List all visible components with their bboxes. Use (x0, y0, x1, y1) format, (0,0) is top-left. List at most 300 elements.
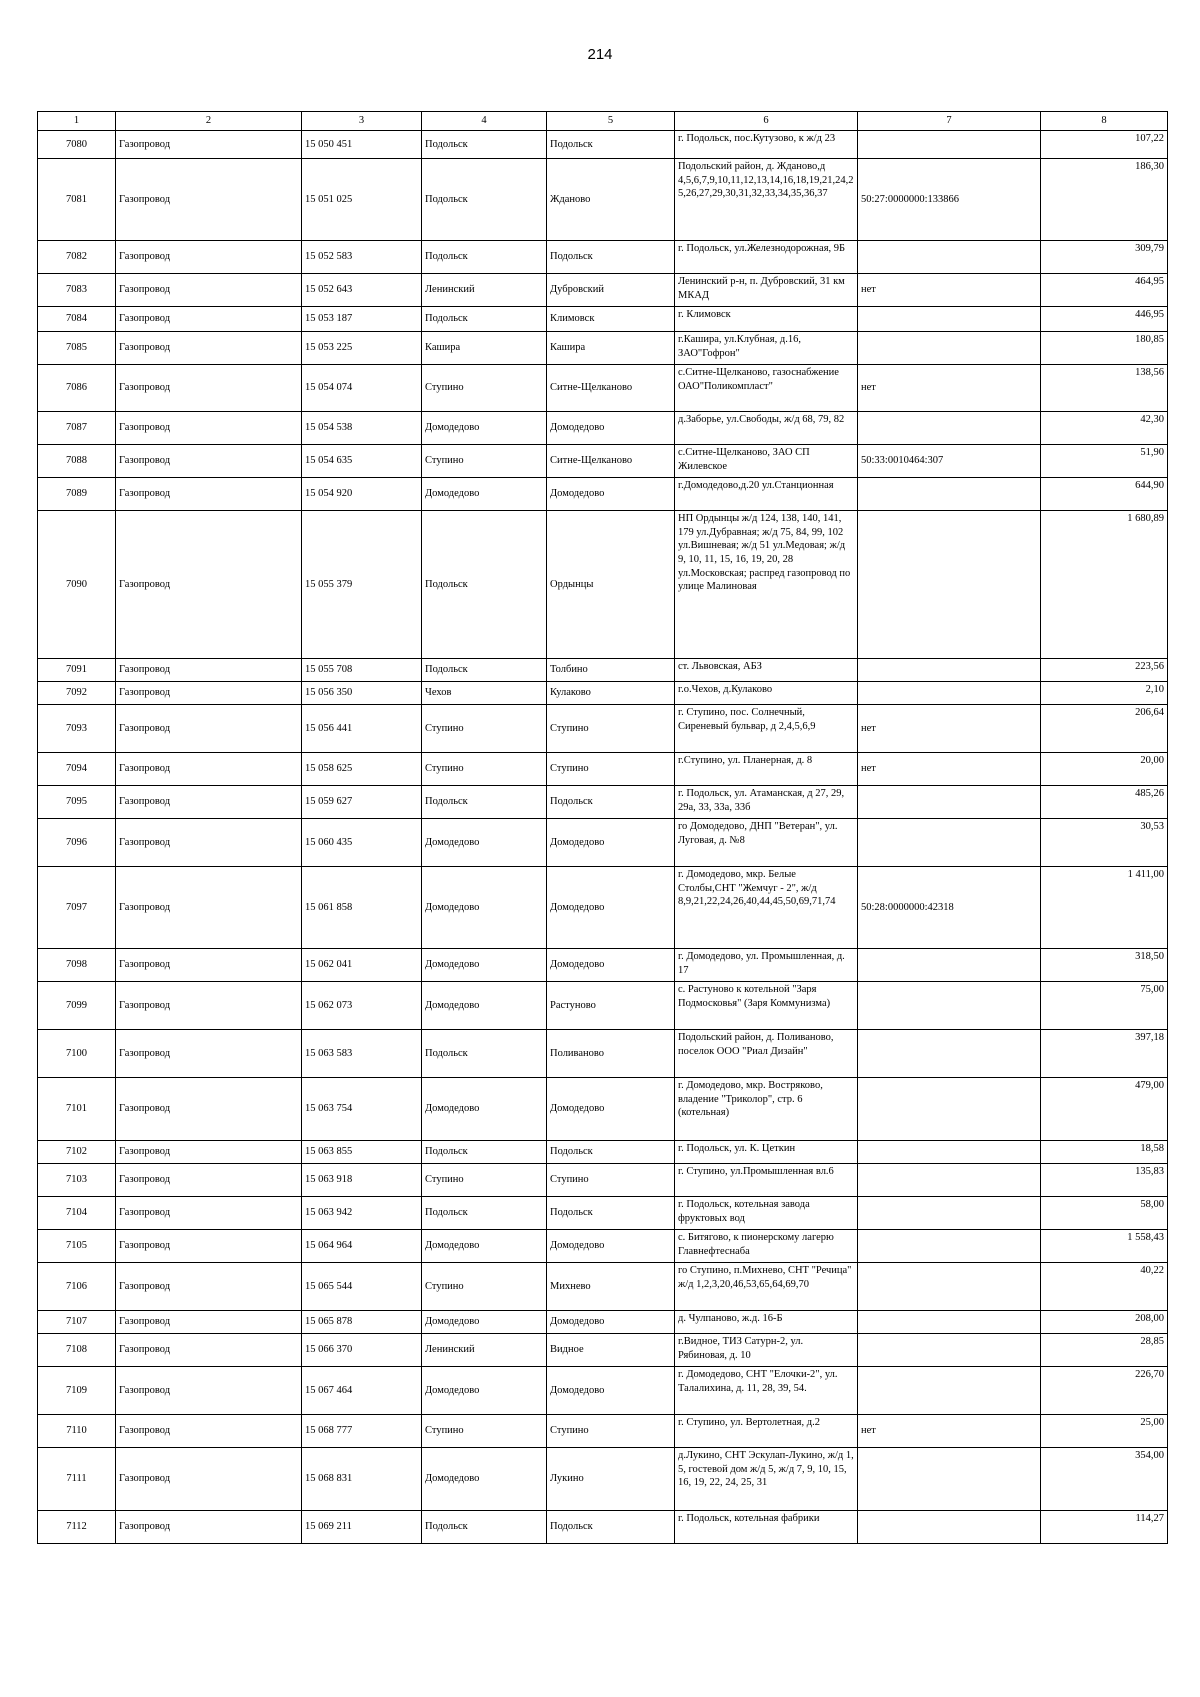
inventory-number-cell: 15 068 777 (302, 1415, 422, 1448)
value-cell: 180,85 (1041, 332, 1168, 365)
district-cell: Подольск (422, 241, 547, 274)
object-type-cell: Газопровод (116, 445, 302, 478)
value-cell: 75,00 (1041, 982, 1168, 1030)
object-type-cell: Газопровод (116, 332, 302, 365)
value-cell: 114,27 (1041, 1511, 1168, 1544)
table-row (38, 332, 1168, 365)
address-cell: г. Подольск, котельная завода фруктовых вод (675, 1197, 858, 1230)
table-row (38, 1230, 1168, 1263)
cadastral-number-cell (858, 1197, 1041, 1230)
object-type-cell: Газопровод (116, 131, 302, 159)
object-type-cell: Газопровод (116, 705, 302, 753)
table-row (38, 511, 1168, 659)
district-cell: Подольск (422, 131, 547, 159)
column-header: 2 (116, 112, 302, 131)
value-cell: 42,30 (1041, 412, 1168, 445)
row-number-cell: 7109 (38, 1367, 116, 1415)
address-cell: г.Домодедово,д.20 ул.Станционная (675, 478, 858, 511)
row-number-cell: 7080 (38, 131, 116, 159)
value-cell: 25,00 (1041, 1415, 1168, 1448)
address-cell: г. Подольск, пос.Кутузово, к ж/д 23 (675, 131, 858, 159)
district-cell: Подольск (422, 511, 547, 659)
row-number-cell: 7107 (38, 1311, 116, 1334)
address-cell: д.Лукино, СНТ Эскулап-Лукино, ж/д 1, 5, гостевой дом ж/д 5, ж/д 7, 9, 10, 15, 16, 19, 22, 24, 25, 31 (675, 1448, 858, 1511)
cadastral-number-cell (858, 1141, 1041, 1164)
object-type-cell: Газопровод (116, 1164, 302, 1197)
row-number-cell: 7082 (38, 241, 116, 274)
cadastral-number-cell (858, 1078, 1041, 1141)
value-cell: 1 680,89 (1041, 511, 1168, 659)
object-type-cell: Газопровод (116, 659, 302, 682)
district-cell: Ступино (422, 1164, 547, 1197)
locality-cell: Домодедово (547, 412, 675, 445)
inventory-number-cell: 15 052 643 (302, 274, 422, 307)
inventory-number-cell: 15 061 858 (302, 867, 422, 949)
locality-cell: Кулаково (547, 682, 675, 705)
row-number-cell: 7093 (38, 705, 116, 753)
locality-cell: Ступино (547, 1164, 675, 1197)
address-cell: д.Заборье, ул.Свободы, ж/д 68, 79, 82 (675, 412, 858, 445)
value-cell: 318,50 (1041, 949, 1168, 982)
locality-cell: Ситне-Щелканово (547, 365, 675, 412)
row-number-cell: 7088 (38, 445, 116, 478)
header-row (38, 112, 1168, 131)
row-number-cell: 7101 (38, 1078, 116, 1141)
value-cell: 135,83 (1041, 1164, 1168, 1197)
locality-cell: Домодедово (547, 819, 675, 867)
object-type-cell: Газопровод (116, 478, 302, 511)
locality-cell: Домодедово (547, 478, 675, 511)
district-cell: Домодедово (422, 1230, 547, 1263)
table-row (38, 1141, 1168, 1164)
address-cell: го Ступино, п.Михнево, СНТ "Речица" ж/д 1,2,3,20,46,53,65,64,69,70 (675, 1263, 858, 1311)
locality-cell: Домодедово (547, 1367, 675, 1415)
table-row (38, 786, 1168, 819)
cadastral-number-cell (858, 1448, 1041, 1511)
cadastral-number-cell (858, 682, 1041, 705)
locality-cell: Подольск (547, 1197, 675, 1230)
cadastral-number-cell (858, 1164, 1041, 1197)
row-number-cell: 7083 (38, 274, 116, 307)
address-cell: с. Битягово, к пионерскому лагерю Главнефтеснаба (675, 1230, 858, 1263)
locality-cell: Домодедово (547, 949, 675, 982)
district-cell: Подольск (422, 1197, 547, 1230)
row-number-cell: 7085 (38, 332, 116, 365)
row-number-cell: 7112 (38, 1511, 116, 1544)
table-row (38, 819, 1168, 867)
object-type-cell: Газопровод (116, 412, 302, 445)
district-cell: Домодедово (422, 819, 547, 867)
table-row (38, 982, 1168, 1030)
locality-cell: Домодедово (547, 1311, 675, 1334)
inventory-number-cell: 15 066 370 (302, 1334, 422, 1367)
cadastral-number-cell (858, 478, 1041, 511)
address-cell: НП Ордынцы ж/д 124, 138, 140, 141, 179 ул.Дубравная; ж/д 75, 84, 99, 102 ул.Вишневая; ж/д 51 ул.Медовая; ж/д 9, 10, 11, 15, 16, 19, 20, 28 ул.Московская; распред газопровод по улице Малиновая (675, 511, 858, 659)
district-cell: Ленинский (422, 274, 547, 307)
object-type-cell: Газопровод (116, 819, 302, 867)
district-cell: Подольск (422, 1141, 547, 1164)
value-cell: 206,64 (1041, 705, 1168, 753)
inventory-number-cell: 15 054 635 (302, 445, 422, 478)
table-header (38, 112, 1168, 131)
inventory-number-cell: 15 054 538 (302, 412, 422, 445)
address-cell: ст. Львовская, АБЗ (675, 659, 858, 682)
object-type-cell: Газопровод (116, 1311, 302, 1334)
inventory-number-cell: 15 063 754 (302, 1078, 422, 1141)
address-cell: г. Подольск, ул.Железнодорожная, 9Б (675, 241, 858, 274)
cadastral-number-cell (858, 659, 1041, 682)
value-cell: 28,85 (1041, 1334, 1168, 1367)
value-cell: 397,18 (1041, 1030, 1168, 1078)
address-cell: г.Кашира, ул.Клубная, д.16, ЗАО"Гофрон" (675, 332, 858, 365)
inventory-number-cell: 15 060 435 (302, 819, 422, 867)
district-cell: Подольск (422, 786, 547, 819)
locality-cell: Поливаново (547, 1030, 675, 1078)
cadastral-number-cell: нет (858, 274, 1041, 307)
value-cell: 20,00 (1041, 753, 1168, 786)
row-number-cell: 7108 (38, 1334, 116, 1367)
locality-cell: Видное (547, 1334, 675, 1367)
value-cell: 1 558,43 (1041, 1230, 1168, 1263)
address-cell: г. Домодедово, СНТ "Елочки-2", ул. Талалихина, д. 11, 28, 39, 54. (675, 1367, 858, 1415)
table-row (38, 1367, 1168, 1415)
table-row (38, 478, 1168, 511)
district-cell: Домодедово (422, 1367, 547, 1415)
locality-cell: Жданово (547, 159, 675, 241)
locality-cell: Толбино (547, 659, 675, 682)
object-type-cell: Газопровод (116, 365, 302, 412)
address-cell: г.Видное, ТИЗ Сатурн-2, ул. Рябиновая, д. 10 (675, 1334, 858, 1367)
table-row (38, 1448, 1168, 1511)
table-row (38, 159, 1168, 241)
column-header: 4 (422, 112, 547, 131)
address-cell: г. Подольск, ул. Атаманская, д 27, 29, 29а, 33, 33а, 33б (675, 786, 858, 819)
row-number-cell: 7103 (38, 1164, 116, 1197)
row-number-cell: 7090 (38, 511, 116, 659)
table-row (38, 241, 1168, 274)
object-type-cell: Газопровод (116, 1141, 302, 1164)
table-row (38, 445, 1168, 478)
district-cell: Домодедово (422, 1311, 547, 1334)
cadastral-number-cell: нет (858, 753, 1041, 786)
district-cell: Домодедово (422, 412, 547, 445)
value-cell: 354,00 (1041, 1448, 1168, 1511)
cadastral-number-cell (858, 982, 1041, 1030)
value-cell: 464,95 (1041, 274, 1168, 307)
table-body (38, 131, 1168, 1544)
district-cell: Ступино (422, 753, 547, 786)
district-cell: Домодедово (422, 1448, 547, 1511)
table-row (38, 1263, 1168, 1311)
object-type-cell: Газопровод (116, 1367, 302, 1415)
table-row (38, 1078, 1168, 1141)
locality-cell: Подольск (547, 131, 675, 159)
object-type-cell: Газопровод (116, 307, 302, 332)
cadastral-number-cell (858, 1511, 1041, 1544)
row-number-cell: 7081 (38, 159, 116, 241)
value-cell: 40,22 (1041, 1263, 1168, 1311)
address-cell: с.Ситне-Щелканово, ЗАО СП Жилевское (675, 445, 858, 478)
address-cell: г. Подольск, ул. К. Цеткин (675, 1141, 858, 1164)
column-header: 6 (675, 112, 858, 131)
cadastral-number-cell (858, 1230, 1041, 1263)
address-cell: го Домодедово, ДНП "Ветеран", ул. Луговая, д. №8 (675, 819, 858, 867)
row-number-cell: 7084 (38, 307, 116, 332)
inventory-number-cell: 15 065 544 (302, 1263, 422, 1311)
object-type-cell: Газопровод (116, 1030, 302, 1078)
table-row (38, 1511, 1168, 1544)
row-number-cell: 7097 (38, 867, 116, 949)
row-number-cell: 7087 (38, 412, 116, 445)
inventory-number-cell: 15 058 625 (302, 753, 422, 786)
cadastral-number-cell (858, 241, 1041, 274)
object-type-cell: Газопровод (116, 1263, 302, 1311)
cadastral-number-cell: 50:28:0000000:42318 (858, 867, 1041, 949)
object-type-cell: Газопровод (116, 949, 302, 982)
inventory-number-cell: 15 063 855 (302, 1141, 422, 1164)
object-type-cell: Газопровод (116, 867, 302, 949)
locality-cell: Подольск (547, 1511, 675, 1544)
inventory-number-cell: 15 068 831 (302, 1448, 422, 1511)
locality-cell: Климовск (547, 307, 675, 332)
value-cell: 208,00 (1041, 1311, 1168, 1334)
address-cell: г. Ступино, пос. Солнечный, Сиреневый бульвар, д 2,4,5,6,9 (675, 705, 858, 753)
object-type-cell: Газопровод (116, 1230, 302, 1263)
value-cell: 186,30 (1041, 159, 1168, 241)
cadastral-number-cell: нет (858, 1415, 1041, 1448)
inventory-number-cell: 15 064 964 (302, 1230, 422, 1263)
value-cell: 51,90 (1041, 445, 1168, 478)
table-row (38, 307, 1168, 332)
row-number-cell: 7104 (38, 1197, 116, 1230)
locality-cell: Ступино (547, 1415, 675, 1448)
inventory-number-cell: 15 053 225 (302, 332, 422, 365)
address-cell: г.о.Чехов, д.Кулаково (675, 682, 858, 705)
cadastral-number-cell (858, 412, 1041, 445)
district-cell: Домодедово (422, 982, 547, 1030)
locality-cell: Подольск (547, 241, 675, 274)
table-row (38, 1415, 1168, 1448)
object-type-cell: Газопровод (116, 1448, 302, 1511)
inventory-number-cell: 15 054 920 (302, 478, 422, 511)
value-cell: 30,53 (1041, 819, 1168, 867)
address-cell: г. Домодедово, мкр. Белые Столбы,СНТ "Жемчуг - 2", ж/д 8,9,21,22,24,26,40,44,45,50,69,71,74 (675, 867, 858, 949)
table-row (38, 682, 1168, 705)
cadastral-number-cell (858, 819, 1041, 867)
row-number-cell: 7106 (38, 1263, 116, 1311)
locality-cell: Растуново (547, 982, 675, 1030)
column-header: 7 (858, 112, 1041, 131)
cadastral-number-cell (858, 1311, 1041, 1334)
cadastral-number-cell (858, 511, 1041, 659)
inventory-number-cell: 15 062 041 (302, 949, 422, 982)
inventory-number-cell: 15 069 211 (302, 1511, 422, 1544)
address-cell: Подольский район, д. Поливаново, поселок ООО "Риал Дизайн" (675, 1030, 858, 1078)
cadastral-number-cell (858, 1030, 1041, 1078)
address-cell: г. Домодедово, ул. Промышленная, д. 17 (675, 949, 858, 982)
inventory-number-cell: 15 050 451 (302, 131, 422, 159)
cadastral-number-cell (858, 1263, 1041, 1311)
cadastral-number-cell (858, 786, 1041, 819)
object-type-cell: Газопровод (116, 982, 302, 1030)
locality-cell: Ступино (547, 753, 675, 786)
locality-cell: Ордынцы (547, 511, 675, 659)
address-cell: д. Чулпаново, ж.д. 16-Б (675, 1311, 858, 1334)
object-type-cell: Газопровод (116, 159, 302, 241)
object-type-cell: Газопровод (116, 511, 302, 659)
row-number-cell: 7099 (38, 982, 116, 1030)
row-number-cell: 7092 (38, 682, 116, 705)
row-number-cell: 7091 (38, 659, 116, 682)
value-cell: 485,26 (1041, 786, 1168, 819)
cadastral-number-cell: 50:33:0010464:307 (858, 445, 1041, 478)
value-cell: 107,22 (1041, 131, 1168, 159)
column-header: 1 (38, 112, 116, 131)
inventory-number-cell: 15 056 350 (302, 682, 422, 705)
district-cell: Подольск (422, 159, 547, 241)
object-type-cell: Газопровод (116, 1197, 302, 1230)
value-cell: 2,10 (1041, 682, 1168, 705)
locality-cell: Подольск (547, 786, 675, 819)
row-number-cell: 7096 (38, 819, 116, 867)
column-header: 3 (302, 112, 422, 131)
table-row (38, 1197, 1168, 1230)
district-cell: Домодедово (422, 867, 547, 949)
object-type-cell: Газопровод (116, 1415, 302, 1448)
row-number-cell: 7105 (38, 1230, 116, 1263)
value-cell: 18,58 (1041, 1141, 1168, 1164)
table-row (38, 705, 1168, 753)
table-row (38, 753, 1168, 786)
value-cell: 226,70 (1041, 1367, 1168, 1415)
locality-cell: Ступино (547, 705, 675, 753)
address-cell: г. Домодедово, мкр. Востряково, владение "Триколор", стр. 6 (котельная) (675, 1078, 858, 1141)
table-row (38, 365, 1168, 412)
district-cell: Ступино (422, 1263, 547, 1311)
inventory-number-cell: 15 056 441 (302, 705, 422, 753)
cadastral-number-cell: нет (858, 705, 1041, 753)
address-cell: г. Климовск (675, 307, 858, 332)
locality-cell: Лукино (547, 1448, 675, 1511)
value-cell: 1 411,00 (1041, 867, 1168, 949)
page-number: 214 (587, 46, 613, 63)
row-number-cell: 7098 (38, 949, 116, 982)
district-cell: Подольск (422, 307, 547, 332)
table-row (38, 1334, 1168, 1367)
address-cell: г.Ступино, ул. Планерная, д. 8 (675, 753, 858, 786)
table-row (38, 1311, 1168, 1334)
object-type-cell: Газопровод (116, 753, 302, 786)
locality-cell: Подольск (547, 1141, 675, 1164)
object-type-cell: Газопровод (116, 241, 302, 274)
cadastral-number-cell (858, 332, 1041, 365)
table-row (38, 659, 1168, 682)
row-number-cell: 7094 (38, 753, 116, 786)
row-number-cell: 7100 (38, 1030, 116, 1078)
table-row (38, 867, 1168, 949)
row-number-cell: 7086 (38, 365, 116, 412)
district-cell: Ступино (422, 445, 547, 478)
inventory-number-cell: 15 063 918 (302, 1164, 422, 1197)
district-cell: Домодедово (422, 949, 547, 982)
district-cell: Подольск (422, 1511, 547, 1544)
table-row (38, 949, 1168, 982)
value-cell: 644,90 (1041, 478, 1168, 511)
registry-table (37, 111, 1168, 1544)
inventory-number-cell: 15 053 187 (302, 307, 422, 332)
row-number-cell: 7110 (38, 1415, 116, 1448)
district-cell: Домодедово (422, 478, 547, 511)
district-cell: Ступино (422, 365, 547, 412)
inventory-number-cell: 15 062 073 (302, 982, 422, 1030)
cadastral-number-cell (858, 949, 1041, 982)
inventory-number-cell: 15 059 627 (302, 786, 422, 819)
address-cell: Подольский район, д. Жданово,д 4,5,6,7,9,10,11,12,13,14,16,18,19,21,24,25,26,27,29,30,31,32,33,34,35,36,37 (675, 159, 858, 241)
table-row (38, 412, 1168, 445)
address-cell: Ленинский р-н, п. Дубровский, 31 км МКАД (675, 274, 858, 307)
locality-cell: Кашира (547, 332, 675, 365)
object-type-cell: Газопровод (116, 1511, 302, 1544)
inventory-number-cell: 15 055 708 (302, 659, 422, 682)
row-number-cell: 7095 (38, 786, 116, 819)
cadastral-number-cell (858, 131, 1041, 159)
value-cell: 309,79 (1041, 241, 1168, 274)
locality-cell: Домодедово (547, 1230, 675, 1263)
object-type-cell: Газопровод (116, 1334, 302, 1367)
inventory-number-cell: 15 054 074 (302, 365, 422, 412)
district-cell: Ленинский (422, 1334, 547, 1367)
table-row (38, 1030, 1168, 1078)
address-cell: с.Ситне-Щелканово, газоснабжение ОАО"Поликомпласт" (675, 365, 858, 412)
locality-cell: Ситне-Щелканово (547, 445, 675, 478)
locality-cell: Домодедово (547, 867, 675, 949)
district-cell: Кашира (422, 332, 547, 365)
object-type-cell: Газопровод (116, 1078, 302, 1141)
cadastral-number-cell: нет (858, 365, 1041, 412)
inventory-number-cell: 15 052 583 (302, 241, 422, 274)
value-cell: 223,56 (1041, 659, 1168, 682)
inventory-number-cell: 15 067 464 (302, 1367, 422, 1415)
value-cell: 138,56 (1041, 365, 1168, 412)
locality-cell: Михнево (547, 1263, 675, 1311)
inventory-number-cell: 15 051 025 (302, 159, 422, 241)
value-cell: 446,95 (1041, 307, 1168, 332)
table-row (38, 274, 1168, 307)
locality-cell: Домодедово (547, 1078, 675, 1141)
address-cell: г. Ступино, ул.Промышленная вл.6 (675, 1164, 858, 1197)
row-number-cell: 7111 (38, 1448, 116, 1511)
district-cell: Ступино (422, 705, 547, 753)
column-header: 8 (1041, 112, 1168, 131)
row-number-cell: 7102 (38, 1141, 116, 1164)
value-cell: 58,00 (1041, 1197, 1168, 1230)
inventory-number-cell: 15 063 942 (302, 1197, 422, 1230)
inventory-number-cell: 15 063 583 (302, 1030, 422, 1078)
cadastral-number-cell: 50:27:0000000:133866 (858, 159, 1041, 241)
table-row (38, 1164, 1168, 1197)
column-header: 5 (547, 112, 675, 131)
district-cell: Чехов (422, 682, 547, 705)
district-cell: Ступино (422, 1415, 547, 1448)
table-row (38, 131, 1168, 159)
inventory-number-cell: 15 065 878 (302, 1311, 422, 1334)
district-cell: Домодедово (422, 1078, 547, 1141)
inventory-number-cell: 15 055 379 (302, 511, 422, 659)
object-type-cell: Газопровод (116, 682, 302, 705)
cadastral-number-cell (858, 1334, 1041, 1367)
address-cell: г. Подольск, котельная фабрики (675, 1511, 858, 1544)
cadastral-number-cell (858, 1367, 1041, 1415)
